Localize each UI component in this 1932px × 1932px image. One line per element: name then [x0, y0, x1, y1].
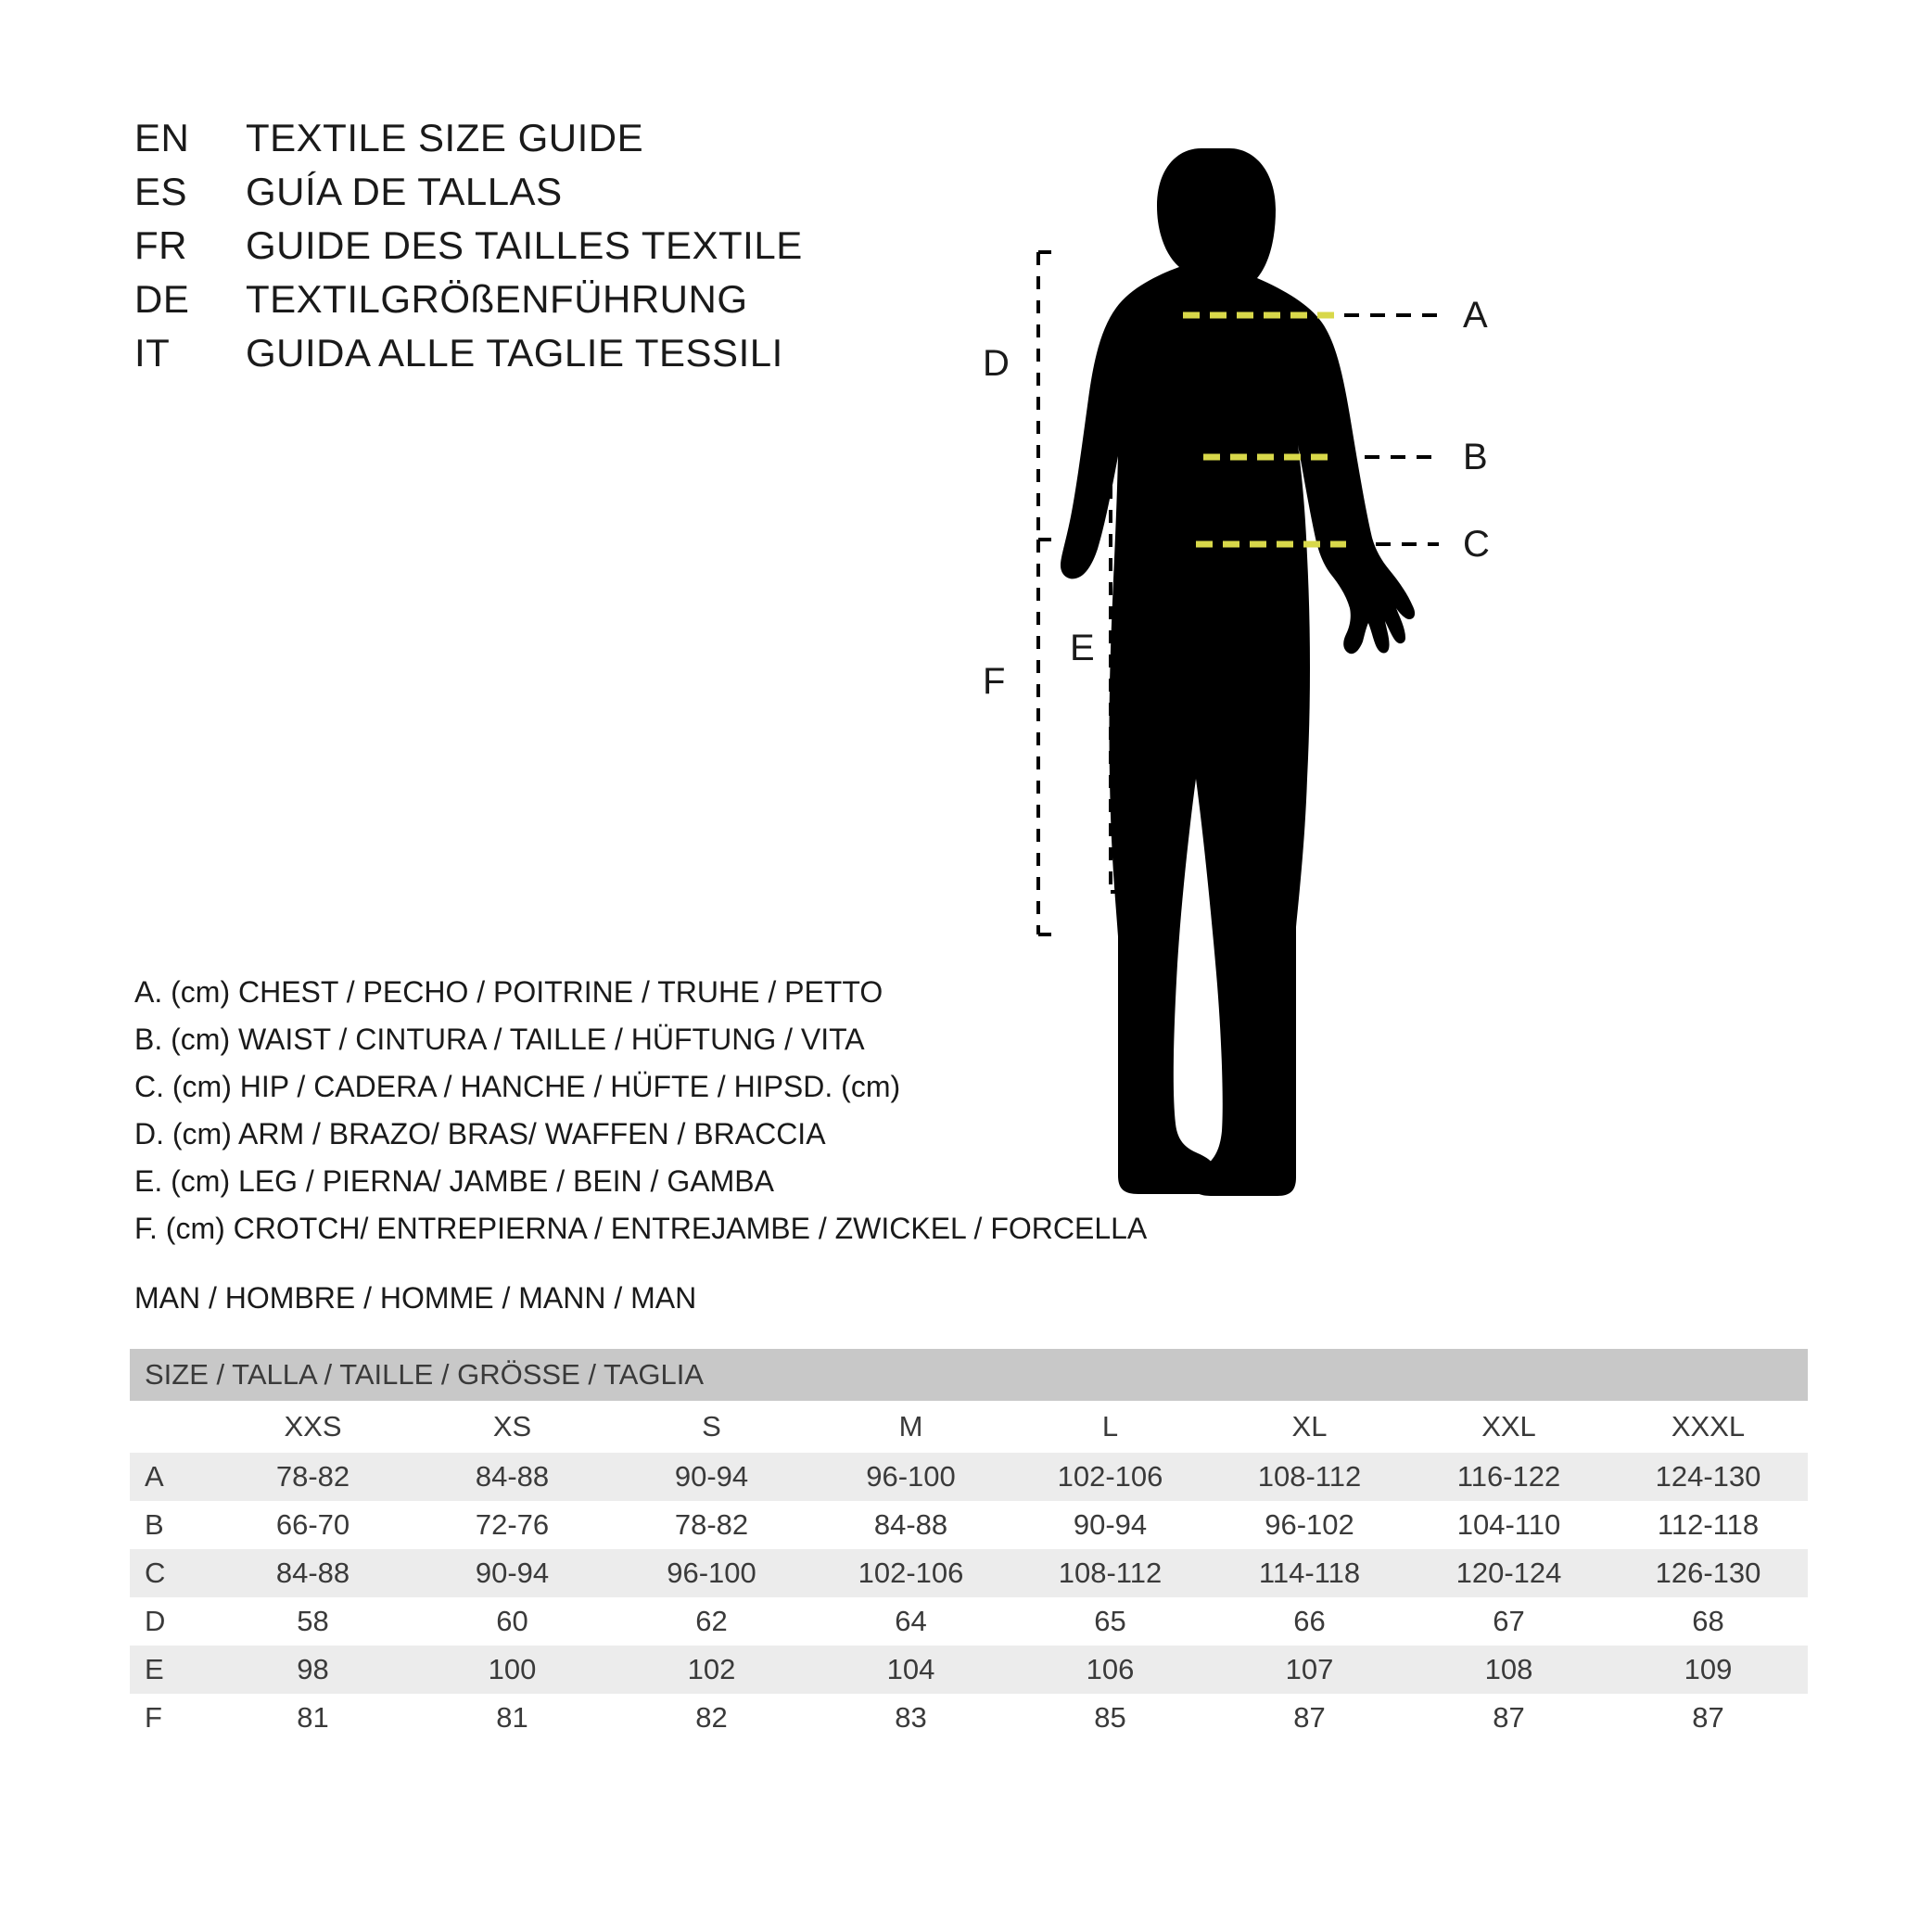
legend-item-a: A. (cm) CHEST / PECHO / POITRINE / TRUHE / PETTO — [134, 975, 883, 1009]
cell-e-m: 104 — [811, 1646, 1010, 1694]
cell-a-xxl: 116-122 — [1409, 1453, 1608, 1501]
cell-e-s: 102 — [612, 1646, 811, 1694]
cell-d-xxxl: 68 — [1608, 1597, 1808, 1646]
measurement-legend — [134, 969, 1147, 1252]
cell-d-xs: 60 — [413, 1597, 612, 1646]
cell-f-s: 82 — [612, 1694, 811, 1742]
label-a: A — [1463, 295, 1488, 336]
body-measurement-diagram — [983, 93, 1854, 1261]
size-table-header-row — [130, 1401, 1808, 1453]
cell-d-m: 64 — [811, 1597, 1010, 1646]
cell-e-xl: 107 — [1210, 1646, 1409, 1694]
cell-b-xxl: 104-110 — [1409, 1501, 1608, 1549]
cell-f-xxl: 87 — [1409, 1694, 1608, 1742]
gender-label: MAN / HOMBRE / HOMME / MANN / MAN — [134, 1281, 697, 1315]
legend-item-e: E. (cm) LEG / PIERNA/ JAMBE / BEIN / GAMBA — [134, 1164, 774, 1198]
title-lang-it: IT — [134, 331, 171, 375]
size-header-l: L — [1010, 1401, 1210, 1453]
cell-c-l: 108-112 — [1010, 1549, 1210, 1597]
size-table-band — [130, 1349, 1808, 1401]
size-header-xl: XL — [1210, 1401, 1409, 1453]
cell-a-m: 96-100 — [811, 1453, 1010, 1501]
size-header-s: S — [612, 1401, 811, 1453]
cell-b-xl: 96-102 — [1210, 1501, 1409, 1549]
size-table — [130, 1349, 1808, 1742]
cell-e-xs: 100 — [413, 1646, 612, 1694]
table-row — [130, 1453, 1808, 1501]
cell-c-xxl: 120-124 — [1409, 1549, 1608, 1597]
size-table-band-label: SIZE / TALLA / TAILLE / GRÖSSE / TAGLIA — [130, 1349, 1808, 1401]
cell-a-s: 90-94 — [612, 1453, 811, 1501]
cell-b-m: 84-88 — [811, 1501, 1010, 1549]
table-row — [130, 1694, 1808, 1742]
cell-a-xl: 108-112 — [1210, 1453, 1409, 1501]
cell-a-xxs: 78-82 — [213, 1453, 413, 1501]
cell-e-xxs: 98 — [213, 1646, 413, 1694]
title-block — [134, 116, 803, 385]
row-label-d: D — [130, 1597, 213, 1646]
cell-b-xs: 72-76 — [413, 1501, 612, 1549]
title-row-fr — [134, 223, 803, 277]
title-text-en: TEXTILE SIZE GUIDE — [246, 116, 644, 159]
cell-c-m: 102-106 — [811, 1549, 1010, 1597]
size-header-xs: XS — [413, 1401, 612, 1453]
cell-f-xl: 87 — [1210, 1694, 1409, 1742]
label-b: B — [1463, 437, 1488, 477]
header-corner-cell — [130, 1401, 213, 1453]
cell-e-xxxl: 109 — [1608, 1646, 1808, 1694]
title-lang-de: DE — [134, 277, 190, 321]
cell-b-xxs: 66-70 — [213, 1501, 413, 1549]
cell-a-xxxl: 124-130 — [1608, 1453, 1808, 1501]
title-row-de — [134, 277, 803, 331]
row-label-c: C — [130, 1549, 213, 1597]
title-text-de: TEXTILGRÖßENFÜHRUNG — [246, 277, 748, 321]
row-label-f: F — [130, 1694, 213, 1742]
legend-item-c: C. (cm) HIP / CADERA / HANCHE / HÜFTE / HIPSD. (cm) — [134, 1070, 901, 1103]
size-table-wrapper — [130, 1349, 1808, 1742]
cell-d-xxs: 58 — [213, 1597, 413, 1646]
title-lang-en: EN — [134, 116, 190, 159]
title-text-fr: GUIDE DES TAILLES TEXTILE — [246, 223, 803, 267]
table-row — [130, 1646, 1808, 1694]
title-row-es — [134, 170, 803, 223]
cell-a-l: 102-106 — [1010, 1453, 1210, 1501]
cell-b-l: 90-94 — [1010, 1501, 1210, 1549]
cell-c-xs: 90-94 — [413, 1549, 612, 1597]
cell-c-xxs: 84-88 — [213, 1549, 413, 1597]
title-row-en — [134, 116, 803, 170]
cell-d-xxl: 67 — [1409, 1597, 1608, 1646]
cell-f-xs: 81 — [413, 1694, 612, 1742]
label-e: E — [1070, 628, 1095, 668]
table-row — [130, 1549, 1808, 1597]
title-text-it: GUIDA ALLE TAGLIE TESSILI — [246, 331, 783, 375]
title-lang-fr: FR — [134, 223, 187, 267]
cell-c-xxxl: 126-130 — [1608, 1549, 1808, 1597]
size-header-xxxl: XXXL — [1608, 1401, 1808, 1453]
row-label-a: A — [130, 1453, 213, 1501]
size-header-m: M — [811, 1401, 1010, 1453]
title-lang-es: ES — [134, 170, 188, 213]
legend-item-b: B. (cm) WAIST / CINTURA / TAILLE / HÜFTUNG / VITA — [134, 1023, 865, 1056]
cell-f-xxxl: 87 — [1608, 1694, 1808, 1742]
cell-d-s: 62 — [612, 1597, 811, 1646]
cell-f-m: 83 — [811, 1694, 1010, 1742]
title-text-es: GUÍA DE TALLAS — [246, 170, 563, 213]
size-header-xxs: XXS — [213, 1401, 413, 1453]
size-header-xxl: XXL — [1409, 1401, 1608, 1453]
label-c: C — [1463, 524, 1490, 565]
cell-b-xxxl: 112-118 — [1608, 1501, 1808, 1549]
cell-b-s: 78-82 — [612, 1501, 811, 1549]
legend-item-f: F. (cm) CROTCH/ ENTREPIERNA / ENTREJAMBE / ZWICKEL / FORCELLA — [134, 1212, 1148, 1245]
cell-a-xs: 84-88 — [413, 1453, 612, 1501]
label-d: D — [983, 343, 1010, 384]
cell-d-xl: 66 — [1210, 1597, 1409, 1646]
legend-item-d: D. (cm) ARM / BRAZO/ BRAS/ WAFFEN / BRACCIA — [134, 1117, 826, 1150]
cell-e-xxl: 108 — [1409, 1646, 1608, 1694]
cell-c-s: 96-100 — [612, 1549, 811, 1597]
cell-d-l: 65 — [1010, 1597, 1210, 1646]
title-row-it — [134, 331, 803, 385]
cell-f-xxs: 81 — [213, 1694, 413, 1742]
man-silhouette-icon — [1061, 148, 1415, 1196]
cell-c-xl: 114-118 — [1210, 1549, 1409, 1597]
cell-e-l: 106 — [1010, 1646, 1210, 1694]
cell-f-l: 85 — [1010, 1694, 1210, 1742]
table-row — [130, 1501, 1808, 1549]
label-f: F — [983, 661, 1006, 702]
table-row — [130, 1597, 1808, 1646]
row-label-b: B — [130, 1501, 213, 1549]
row-label-e: E — [130, 1646, 213, 1694]
